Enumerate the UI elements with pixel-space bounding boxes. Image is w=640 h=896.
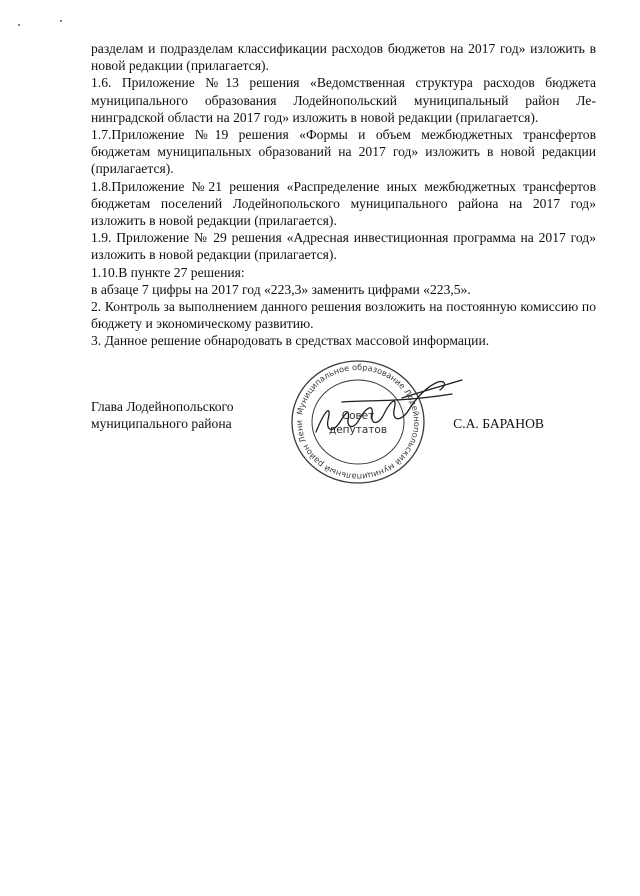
paragraph-2: 2. Контроль за выполнением данного решения возложить на постоянную комиссию по бюджету и экономическому развитию. [91,299,596,332]
document-body [91,40,596,350]
paragraph-1-5-continuation: разделам и подразделам классификации расходов бюджетов на 2017 год» изложить в новой редакции (прилагается). [91,41,596,74]
paragraph-1-9: 1.9. Приложение № 29 решения «Адресная инвестиционная программа на 2017 год» изложить в новой редакции (прилагается). [91,230,596,263]
signatory-title: Глава Лодейнопольского муниципального района [91,399,234,431]
paragraph-3: 3. Данное решение обнародовать в средствах массовой информации. [91,333,490,349]
paragraph-1-6: 1.6. Приложение №13 решения «Ведомственная структура расходов бюджета муниципального образования Лодейнопольский муниципальный район Ленинградской области на 2017 год» изложить в новой редакции (прилагается). [91,75,596,125]
signature-block [91,398,596,478]
paragraph-1-10: 1.10.В пункте 27 решения: [91,264,245,280]
seal-ring-text: Муниципальное образование Лодейнопольский муниципальный район Ленинградской области [284,349,423,483]
seal-center-line-2: депутатов [328,424,388,436]
paragraph-1-7: 1.7.Приложение №19 решения «Формы и объем межбюджетных трансфертов бюджетам муниципальных образований на 2017 год» изложить в новой редакции (прилагается). [91,127,596,177]
signatory-name: С.А. БАРАНОВ [453,416,544,431]
scan-specks [18,18,78,28]
paragraph-1-8: 1.8.Приложение №21 решения «Распределение иных межбюджетных трансфертов бюджетам поселений Лодейнопольского муниципального района на 2017 год» изложить в новой редакции (прилагается). [91,178,596,229]
seal-center-line-1: Совет [341,410,375,422]
paragraph-1-10-detail: в абзаце 7 цифры на 2017 год «223,3» заменить цифрами «223,5». [91,281,471,297]
